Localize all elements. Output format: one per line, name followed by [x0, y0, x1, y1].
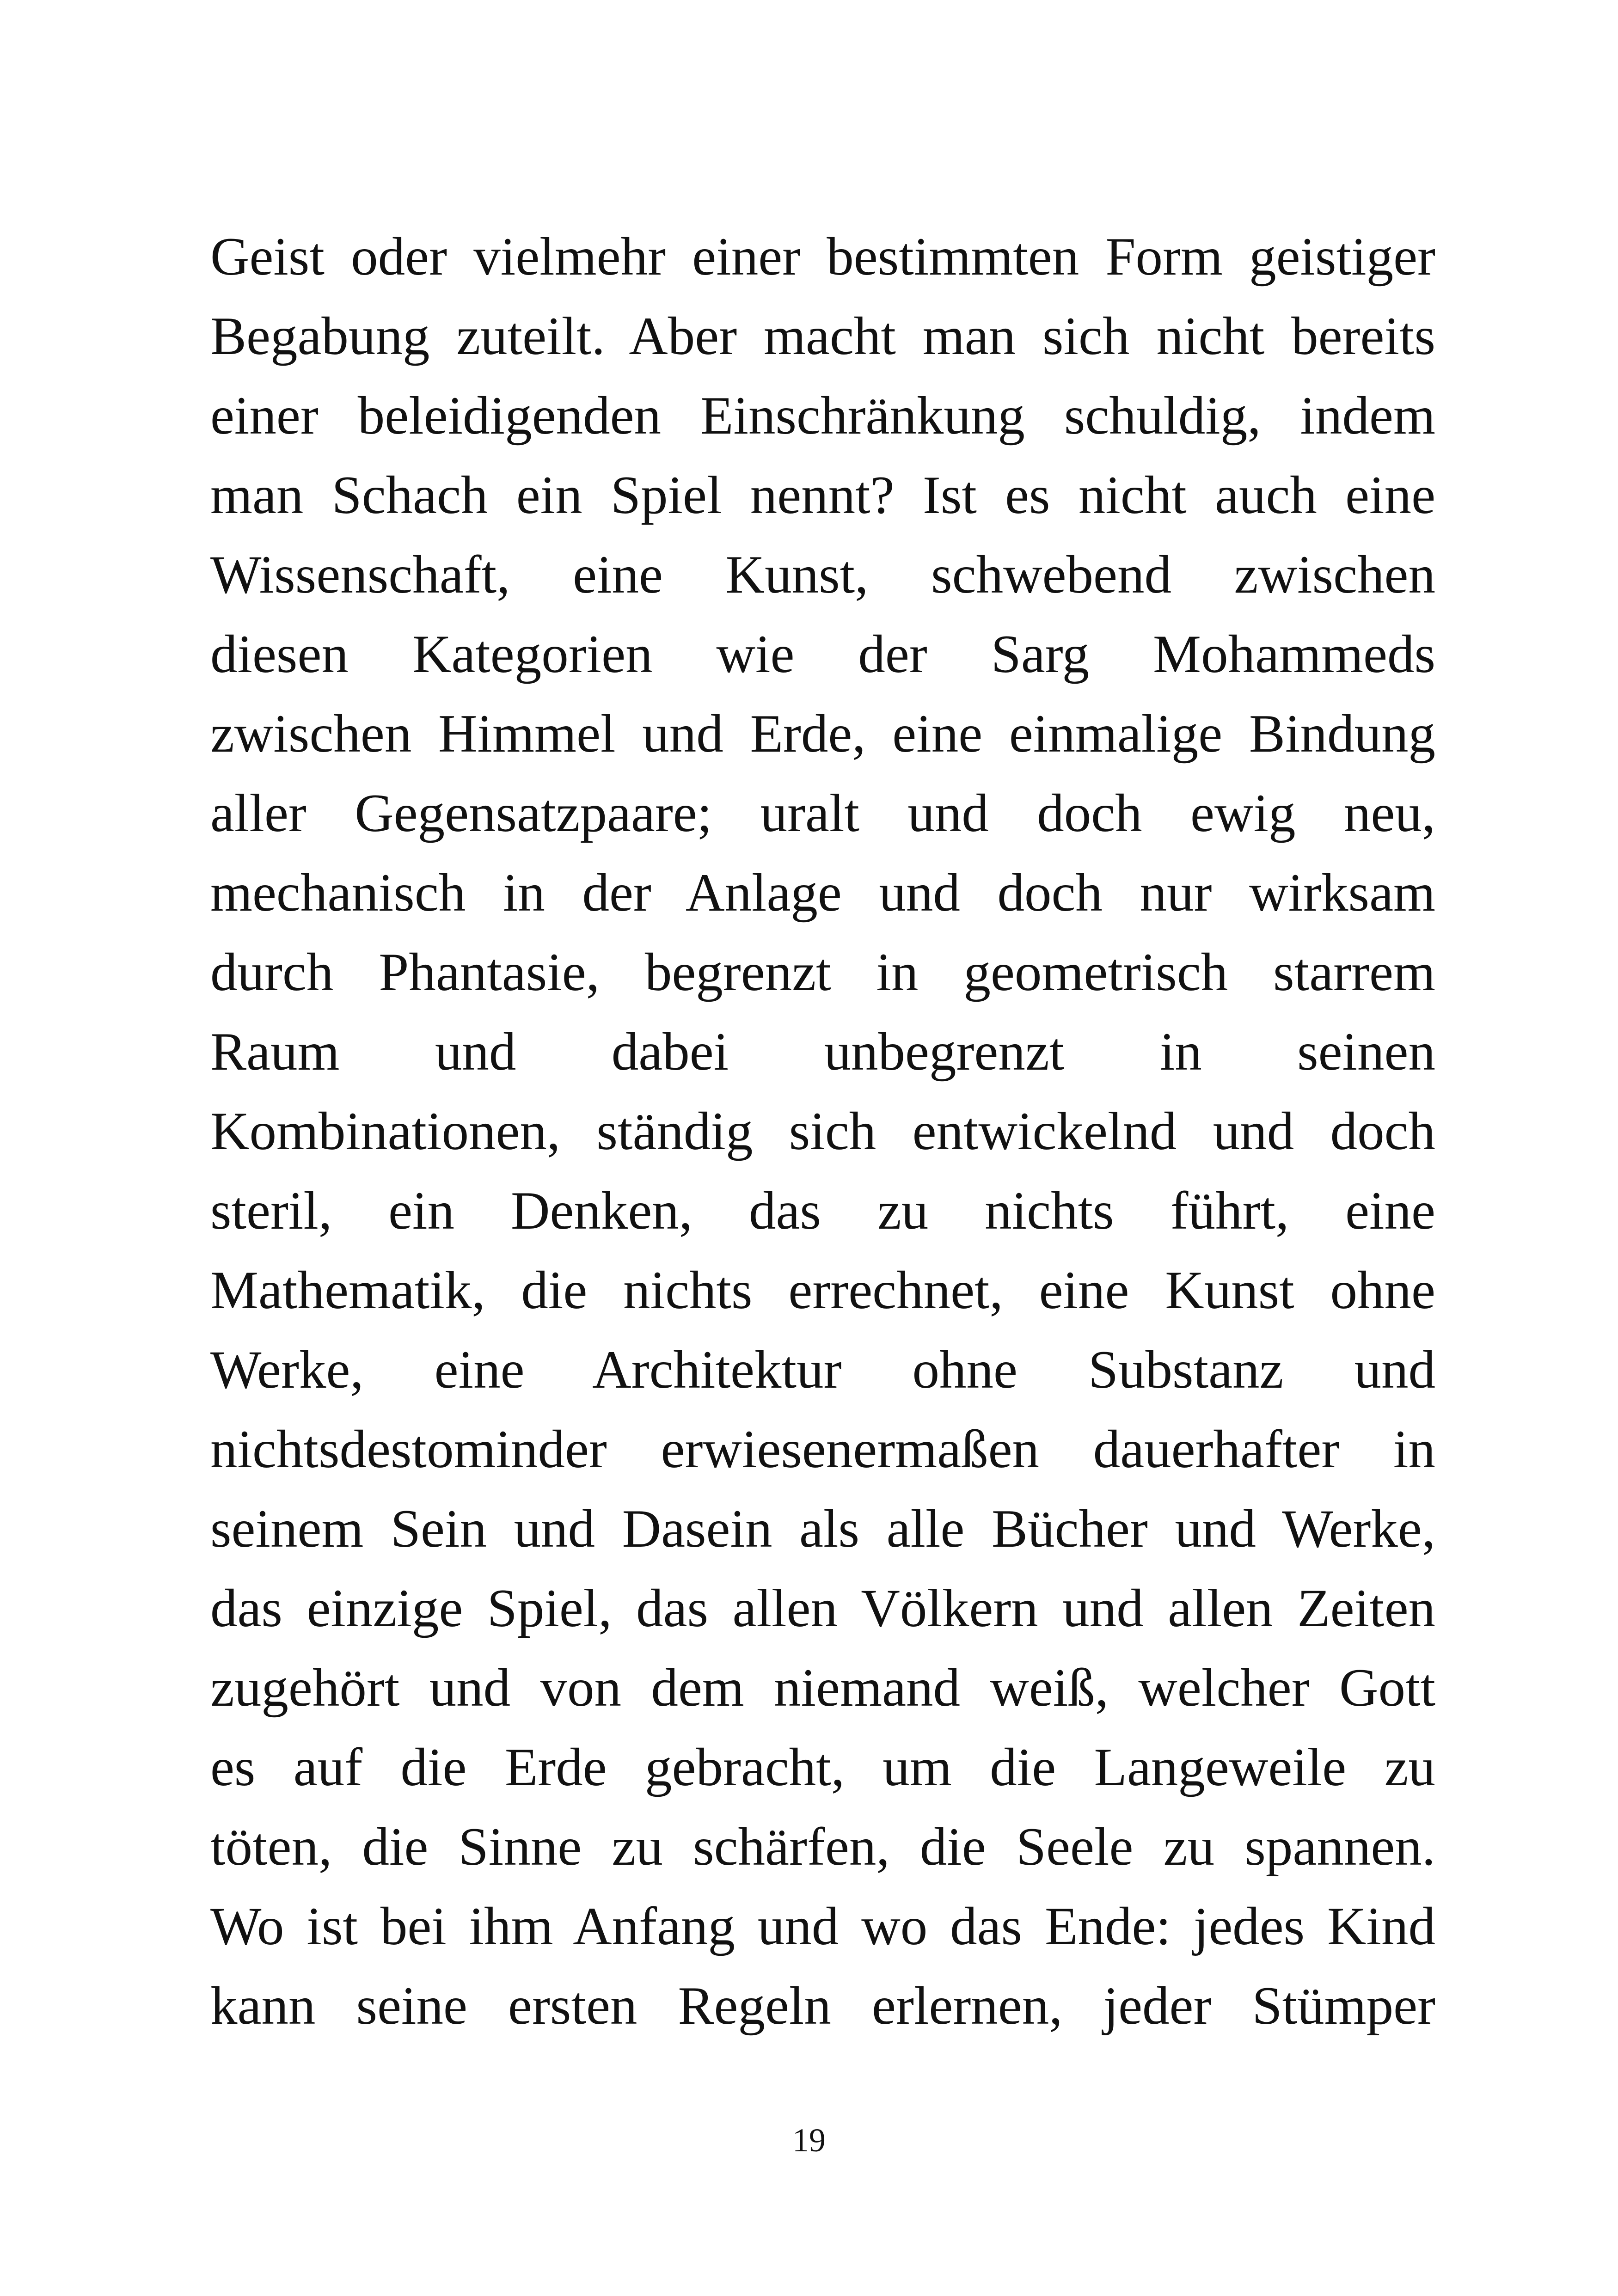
- text-line: es auf die Erde gebracht, um die Langeweile zu: [210, 1738, 1435, 1797]
- text-line: Wissenschaft, eine Kunst, schwebend zwischen: [210, 545, 1435, 605]
- page-number: 19: [792, 2122, 826, 2159]
- text-line: Raum und dabei unbegrenzt in seinen: [210, 1022, 1435, 1082]
- text-line: Wo ist bei ihm Anfang und wo das Ende: jedes Kind: [210, 1897, 1435, 1956]
- text-line: mechanisch in der Anlage und doch nur wirksam: [210, 863, 1435, 923]
- text-line: aller Gegensatzpaare; uralt und doch ewig neu,: [210, 784, 1435, 843]
- text-line: zwischen Himmel und Erde, eine einmalige Bindung: [210, 704, 1435, 764]
- text-line: durch Phantasie, begrenzt in geometrisch starrem: [210, 943, 1435, 1002]
- text-line: Werke, eine Architektur ohne Substanz und: [210, 1340, 1435, 1400]
- text-line: Geist oder vielmehr einer bestimmten Form geistiger: [210, 227, 1435, 287]
- text-line: seinem Sein und Dasein als alle Bücher und Werke,: [210, 1499, 1435, 1559]
- text-line: man Schach ein Spiel nennt? Ist es nicht auch eine: [210, 465, 1435, 525]
- text-line: das einzige Spiel, das allen Völkern und allen Zeiten: [210, 1579, 1435, 1638]
- text-line: kann seine ersten Regeln erlernen, jeder Stümper: [210, 1976, 1435, 2036]
- text-line: einer beleidigenden Einschränkung schuldig, indem: [210, 386, 1435, 446]
- text-line: steril, ein Denken, das zu nichts führt, eine: [210, 1181, 1435, 1241]
- text-line: nichtsdestominder erwiesenermaßen dauerhafter in: [210, 1420, 1435, 1479]
- text-line: diesen Kategorien wie der Sarg Mohammeds: [210, 625, 1435, 684]
- text-line: zugehört und von dem niemand weiß, welcher Gott: [210, 1658, 1435, 1718]
- text-line: Begabung zuteilt. Aber macht man sich nicht bereits: [210, 306, 1435, 366]
- text-line: Kombinationen, ständig sich entwickelnd und doch: [210, 1102, 1435, 1161]
- text-line: Mathematik, die nichts errechnet, eine Kunst ohne: [210, 1261, 1435, 1320]
- text-line: töten, die Sinne zu schärfen, die Seele zu spannen.: [210, 1817, 1435, 1877]
- body-text: [210, 217, 1435, 2046]
